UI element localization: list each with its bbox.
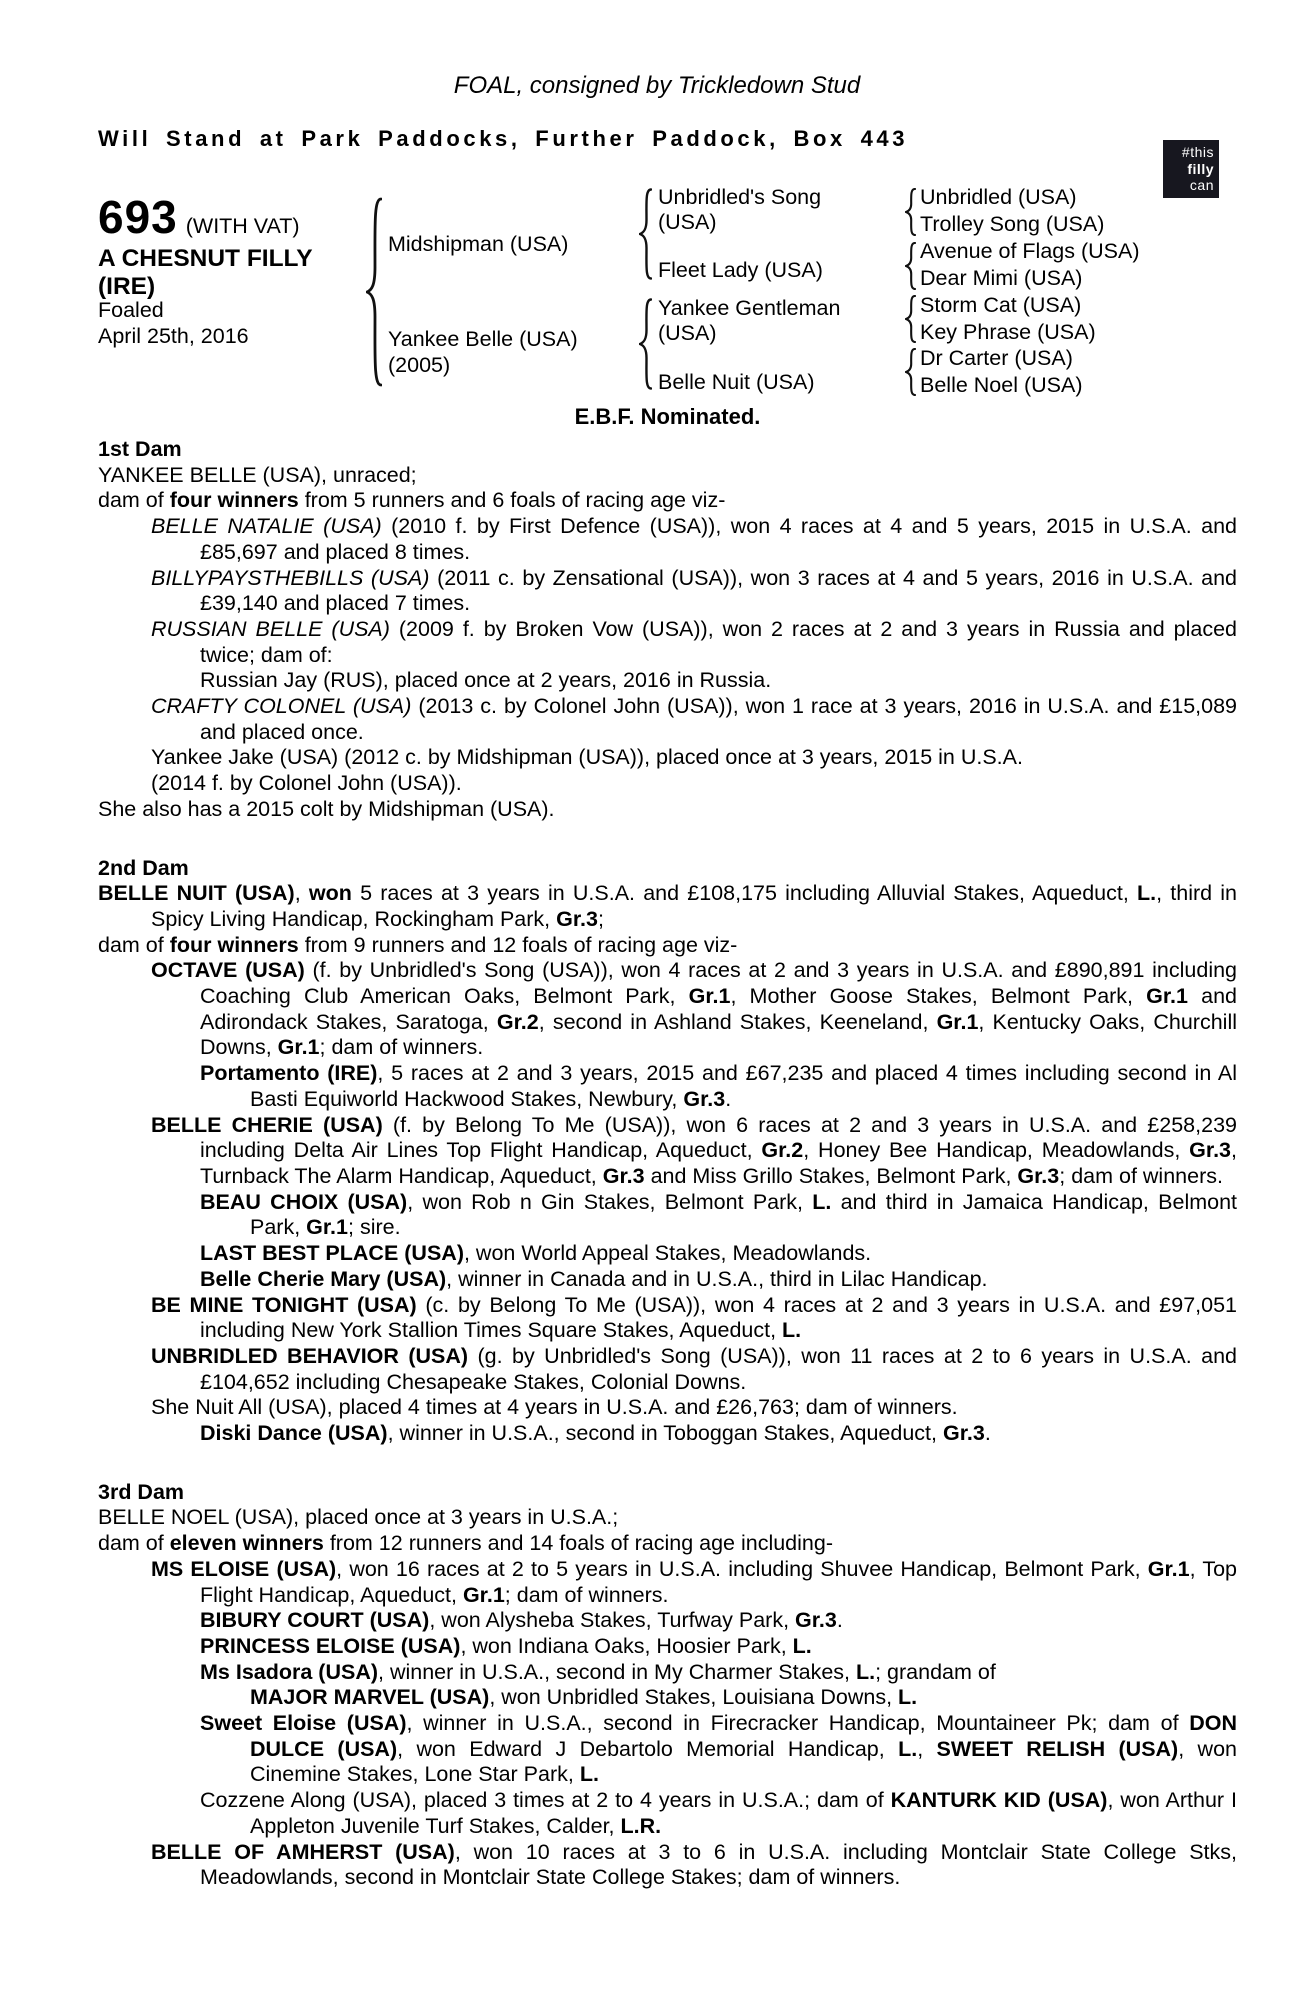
brace-icon xyxy=(639,188,652,280)
brace-icon xyxy=(366,197,382,387)
text-segment: Portamento (IRE) xyxy=(200,1061,378,1086)
text-segment: (c. by Belong To Me (USA)), won 4 races at 2 and 3 years in U.S.A. and £97,051 including New York Stallion Times Square Stakes, Aqueduct, xyxy=(200,1292,1237,1343)
text-segment: , won World Appeal Stakes, Meadowlands. xyxy=(463,1241,872,1266)
text-segment: ; dam of winners. xyxy=(1059,1163,1223,1188)
lot-country-suffix: (IRE) xyxy=(98,273,156,300)
pedigree-paragraph xyxy=(98,1557,1237,1608)
ebf-nominated-line: E.B.F. Nominated. xyxy=(574,404,761,429)
text-segment: ; sire. xyxy=(348,1215,401,1240)
text-segment: BELLE OF AMHERST (USA) xyxy=(151,1839,455,1864)
text-segment: LAST BEST PLACE (USA) xyxy=(200,1241,464,1266)
text-segment: , won Alysheba Stakes, Turfway Park, xyxy=(429,1608,796,1633)
text-segment: UNBRIDLED BEHAVIOR (USA) xyxy=(151,1343,469,1368)
text-segment: Ms Isadora (USA) xyxy=(200,1659,379,1684)
text-segment: , won 16 races at 2 to 5 years in U.S.A. including Shuvee Handicap, Belmont Park, xyxy=(336,1556,1148,1581)
text-segment: and Miss Grillo Stakes, Belmont Park, xyxy=(644,1163,1018,1188)
brace-icon xyxy=(905,242,916,290)
pedigree-paragraph xyxy=(98,881,1237,932)
text-segment: , won Arthur I Appleton Juvenile Turf Stakes, Calder, xyxy=(250,1788,1237,1838)
pedigree-paragraph xyxy=(98,1711,1237,1788)
text-segment: ; dam of winners. xyxy=(319,1035,484,1060)
text-segment: ; dam of winners. xyxy=(504,1582,669,1607)
pedigree-paragraph xyxy=(98,1660,1237,1686)
text-segment: , Top Flight Handicap, Aqueduct, xyxy=(200,1556,1238,1607)
text-segment: Yankee Jake (USA) (2012 c. by Midshipman (USA)), placed once at 3 years, 2015 in U.S.A. xyxy=(151,745,1023,770)
text-segment: , won 10 races at 3 to 6 in U.S.A. including Montclair State College Stks, Meadowlands, second in Montclair State College Stakes; dam of winners. xyxy=(200,1839,1238,1890)
text-segment: YANKEE BELLE (USA), unraced; xyxy=(98,462,417,487)
text-segment: four winners xyxy=(169,488,299,513)
text-segment: (2014 f. by Colonel John (USA)). xyxy=(151,771,462,796)
pedigree-paragraph xyxy=(98,1608,1237,1634)
pedigree-gen4-pair-2 xyxy=(920,238,1230,291)
text-segment: Gr.1 xyxy=(1146,984,1188,1009)
text-segment: won xyxy=(308,881,352,906)
text-segment: eleven winners xyxy=(169,1531,324,1556)
pedigree-paragraph xyxy=(98,1685,1237,1711)
pedigree-paragraph xyxy=(98,1788,1237,1839)
page-title: FOAL, consigned by Trickledown Stud xyxy=(453,72,861,99)
text-segment: , winner in U.S.A., second in Toboggan Stakes, Aqueduct, xyxy=(387,1421,943,1446)
pedigree-sire-dam: Fleet Lady (USA) xyxy=(658,258,823,282)
text-segment: , Honey Bee Handicap, Meadowlands, xyxy=(803,1138,1190,1163)
pedigree-ancestor: Avenue of Flags (USA) xyxy=(920,239,1140,263)
logo-line-2: filly xyxy=(1187,160,1214,177)
text-segment: (g. by Unbridled's Song (USA)), won 11 races at 2 to 6 years in U.S.A. and £104,652 including Chesapeake Stakes, Colonial Downs. xyxy=(200,1343,1237,1394)
pedigree-paragraph xyxy=(98,745,1237,771)
text-segment: Gr.1 xyxy=(306,1215,348,1240)
pedigree-paragraph xyxy=(98,1061,1237,1112)
text-segment: Sweet Eloise (USA) xyxy=(200,1711,407,1736)
text-segment: Gr.3 xyxy=(1017,1163,1060,1188)
text-segment: , Kentucky Oaks, Churchill Downs, xyxy=(200,1009,1237,1060)
text-segment: , winner in U.S.A., second in My Charmer Stakes, xyxy=(378,1659,856,1684)
pedigree-paragraph xyxy=(98,694,1237,745)
text-segment: MS ELOISE (USA) xyxy=(151,1556,337,1581)
pedigree-ancestor: Key Phrase (USA) xyxy=(920,319,1096,344)
text-segment: CRAFTY COLONEL (USA) xyxy=(151,694,412,719)
text-segment: L. xyxy=(1137,881,1157,906)
text-segment: L.R. xyxy=(620,1813,662,1838)
text-segment: , Turnback The Alarm Handicap, Aqueduct, xyxy=(200,1138,1237,1188)
text-segment: RUSSIAN BELLE (USA) xyxy=(151,616,390,641)
text-segment: from 12 runners and 14 foals of racing age including- xyxy=(323,1531,833,1556)
text-segment: dam of xyxy=(98,488,170,513)
lot-line xyxy=(98,190,300,244)
brace-icon xyxy=(905,348,916,396)
text-segment: DON DULCE (USA) xyxy=(250,1711,1237,1761)
text-segment: (2010 f. by First Defence (USA)), won 4 races at 4 and 5 years, 2015 in U.S.A. and £85,697 and placed 8 times. xyxy=(200,514,1237,564)
text-segment: . xyxy=(836,1608,843,1633)
text-segment: BE MINE TONIGHT (USA) xyxy=(151,1292,417,1317)
text-segment: L. xyxy=(898,1736,918,1761)
text-segment: Gr.1 xyxy=(462,1582,505,1607)
logo-line-3: can xyxy=(1189,177,1214,193)
text-segment: , xyxy=(917,1736,937,1761)
text-segment: (2009 f. by Broken Vow (USA)), won 2 races at 2 and 3 years in Russia and placed twice; dam of: xyxy=(200,616,1237,667)
pedigree-paragraph xyxy=(98,1241,1237,1267)
pedigree-paragraph xyxy=(98,797,1237,823)
text-segment: She also has a 2015 colt by Midshipman (USA). xyxy=(98,796,555,821)
text-segment: ; xyxy=(597,906,604,931)
text-segment: BELLE NOEL (USA), placed once at 3 years in U.S.A.; xyxy=(98,1505,619,1530)
pedigree-gen4-pair-3 xyxy=(920,292,1230,345)
pedigree-ancestor: Unbridled (USA) xyxy=(920,185,1077,209)
pedigree-dam xyxy=(388,326,628,378)
pedigree-paragraph xyxy=(98,1531,1237,1557)
text-segment: BIBURY COURT (USA) xyxy=(200,1608,430,1633)
text-segment: Gr.3 xyxy=(1189,1138,1232,1163)
text-segment: L. xyxy=(855,1659,876,1684)
text-segment: L. xyxy=(782,1318,802,1343)
foaled-label: Foaled xyxy=(98,298,164,322)
text-segment: SWEET RELISH (USA) xyxy=(936,1736,1179,1761)
pedigree-paragraph xyxy=(98,933,1237,959)
pedigree-sire: Midshipman (USA) xyxy=(388,232,569,256)
pedigree-paragraph xyxy=(98,1421,1237,1447)
text-segment: and Adirondack Stakes, Saratoga, xyxy=(200,984,1237,1034)
text-segment: (f. by Unbridled's Song (USA)), won 4 races at 2 and 3 years in U.S.A. and £890,891 including Coaching Club American Oaks, Belmont Park, xyxy=(200,958,1238,1009)
text-segment: , won Rob n Gin Stakes, Belmont Park, xyxy=(407,1189,813,1214)
text-segment: KANTURK KID (USA) xyxy=(890,1788,1108,1813)
text-segment: BELLE NATALIE (USA) xyxy=(151,514,382,539)
pedigree-paragraph xyxy=(98,463,1237,489)
text-segment: , Mother Goose Stakes, Belmont Park, xyxy=(730,984,1147,1009)
text-segment: BELLE NUIT (USA) xyxy=(98,881,295,906)
text-segment: L. xyxy=(792,1633,812,1658)
pedigree-dam-dam: Belle Nuit (USA) xyxy=(658,370,815,394)
pedigree-ancestor: Trolley Song (USA) xyxy=(920,211,1105,236)
pedigree-paragraph xyxy=(98,1634,1237,1660)
text-segment: L. xyxy=(579,1762,599,1787)
pedigree-paragraph xyxy=(98,1840,1237,1891)
pedigree-dam-sire: Yankee Gentleman (USA) xyxy=(658,296,841,345)
text-segment: Gr.3 xyxy=(602,1163,645,1188)
lot-vat-note: (WITH VAT) xyxy=(185,214,300,238)
text-segment: , won Edward J Debartolo Memorial Handicap, xyxy=(397,1736,899,1761)
pedigree-gen4-pair-4 xyxy=(920,345,1230,398)
text-segment: Gr.1 xyxy=(277,1035,320,1060)
logo-line-1: #this xyxy=(1181,144,1214,160)
text-segment: (2011 c. by Zensational (USA)), won 3 races at 4 and 5 years, 2016 in U.S.A. and £39,140 and placed 7 times. xyxy=(200,565,1238,616)
text-segment: Gr.1 xyxy=(688,984,731,1009)
dam-heading: 2nd Dam xyxy=(98,855,189,880)
text-segment: four winners xyxy=(169,932,299,957)
text-segment: Gr.3 xyxy=(795,1608,837,1633)
text-segment: dam of xyxy=(98,1531,170,1556)
text-segment: (f. by Belong To Me (USA)), won 6 races at 2 and 3 years in U.S.A. and £258,239 including Delta Air Lines Top Flight Handicap, Aqueduct, xyxy=(200,1112,1237,1163)
text-segment: , won Indiana Oaks, Hoosier Park, xyxy=(460,1633,793,1658)
pedigree-paragraph xyxy=(98,668,1237,694)
pedigree-paragraph xyxy=(98,566,1237,617)
text-segment: ; grandam of xyxy=(875,1659,996,1684)
text-segment: BILLYPAYSTHEBILLS (USA) xyxy=(151,565,430,590)
pedigree-ancestor: Storm Cat (USA) xyxy=(920,293,1082,317)
dam-heading: 1st Dam xyxy=(98,437,182,461)
brace-icon xyxy=(639,298,652,390)
text-segment: Gr.3 xyxy=(556,906,598,931)
pedigree-paragraph xyxy=(98,958,1237,1061)
dam-sections xyxy=(98,437,1237,1891)
text-segment: , won Cinemine Stakes, Lone Star Park, xyxy=(250,1736,1237,1787)
brace-icon xyxy=(905,188,916,236)
text-segment: Gr.3 xyxy=(942,1421,985,1446)
text-segment: from 5 runners and 6 foals of racing age viz- xyxy=(298,488,726,513)
text-segment: Gr.2 xyxy=(761,1138,804,1163)
pedigree-paragraph xyxy=(98,488,1237,514)
text-segment: Gr.2 xyxy=(496,1009,539,1034)
lot-description: A CHESNUT FILLY xyxy=(98,245,313,272)
pedigree-ancestor: Dear Mimi (USA) xyxy=(920,265,1083,290)
text-segment: and third in Jamaica Handicap, Belmont Park, xyxy=(250,1189,1238,1240)
pedigree-paragraph xyxy=(98,1267,1237,1293)
pedigree-paragraph xyxy=(98,617,1237,668)
pedigree-paragraph xyxy=(98,1505,1237,1531)
text-segment: L. xyxy=(812,1189,832,1214)
lot-number: 693 xyxy=(98,191,178,243)
text-segment: , 5 races at 2 and 3 years, 2015 and £67,235 and placed 4 times including second in Al Basti Equiworld Hackwood Stakes, Newbury, xyxy=(250,1061,1238,1111)
text-segment: dam of xyxy=(98,932,170,957)
text-segment: She Nuit All (USA), placed 4 times at 4 years in U.S.A. and £26,763; dam of winners. xyxy=(151,1395,958,1420)
text-segment: . xyxy=(725,1086,732,1111)
text-segment: 5 races at 3 years in U.S.A. and £108,175 including Alluvial Stakes, Aqueduct, xyxy=(351,881,1137,906)
text-segment: PRINCESS ELOISE (USA) xyxy=(200,1633,461,1658)
text-segment: . xyxy=(984,1421,991,1446)
pedigree-table xyxy=(98,182,1237,400)
pedigree-paragraph xyxy=(98,1293,1237,1344)
text-segment: Gr.1 xyxy=(1147,1556,1190,1581)
pedigree-sire-sire: Unbridled's Song (USA) xyxy=(658,185,822,234)
text-segment: Gr.3 xyxy=(683,1086,726,1111)
text-segment: L. xyxy=(898,1685,918,1710)
pedigree-ancestor: Dr Carter (USA) xyxy=(920,346,1073,370)
text-segment: MAJOR MARVEL (USA) xyxy=(250,1685,490,1710)
pedigree-dam-name: Yankee Belle (USA) xyxy=(388,327,578,351)
text-segment: Gr.1 xyxy=(936,1009,979,1034)
dam-heading: 3rd Dam xyxy=(98,1479,185,1504)
text-segment: , third in Spicy Living Handicap, Rockingham Park, xyxy=(151,881,1238,931)
brace-icon xyxy=(905,295,916,343)
text-segment: , xyxy=(294,881,309,906)
pedigree-paragraph xyxy=(98,771,1237,797)
pedigree-paragraph xyxy=(98,1190,1237,1241)
foaled-date: April 25th, 2016 xyxy=(98,324,249,348)
text-segment: BELLE CHERIE (USA) xyxy=(151,1112,383,1137)
text-segment: (2013 c. by Colonel John (USA)), won 1 race at 3 years, 2016 in U.S.A. and £15,089 and placed once. xyxy=(200,694,1237,744)
text-segment: , second in Ashland Stakes, Keeneland, xyxy=(538,1009,937,1034)
pedigree-paragraph xyxy=(98,514,1237,565)
text-segment: Belle Cherie Mary (USA) xyxy=(200,1266,447,1291)
text-segment: from 9 runners and 12 foals of racing age viz- xyxy=(298,932,738,957)
pedigree-paragraph xyxy=(98,1344,1237,1395)
text-segment: , winner in Canada and in U.S.A., third in Lilac Handicap. xyxy=(446,1266,988,1291)
stand-location-line: Will Stand at Park Paddocks, Further Paddock, Box 443 xyxy=(98,126,909,151)
text-segment: Russian Jay (RUS), placed once at 2 years, 2016 in Russia. xyxy=(200,668,772,693)
text-segment: , won Unbridled Stakes, Louisiana Downs, xyxy=(489,1685,899,1710)
text-segment: OCTAVE (USA) xyxy=(151,958,305,983)
text-segment: Cozzene Along (USA), placed 3 times at 2 to 4 years in U.S.A.; dam of xyxy=(200,1788,891,1813)
text-segment: Diski Dance (USA) xyxy=(200,1421,388,1446)
pedigree-paragraph xyxy=(98,1113,1237,1190)
text-segment: BEAU CHOIX (USA) xyxy=(200,1189,408,1214)
pedigree-gen4-pair-1 xyxy=(920,184,1230,237)
pedigree-paragraph xyxy=(98,1395,1237,1421)
pedigree-ancestor: Belle Noel (USA) xyxy=(920,372,1083,397)
pedigree-dam-year: (2005) xyxy=(388,353,451,377)
text-segment: , winner in U.S.A., second in Firecracker Handicap, Mountaineer Pk; dam of xyxy=(406,1711,1190,1736)
